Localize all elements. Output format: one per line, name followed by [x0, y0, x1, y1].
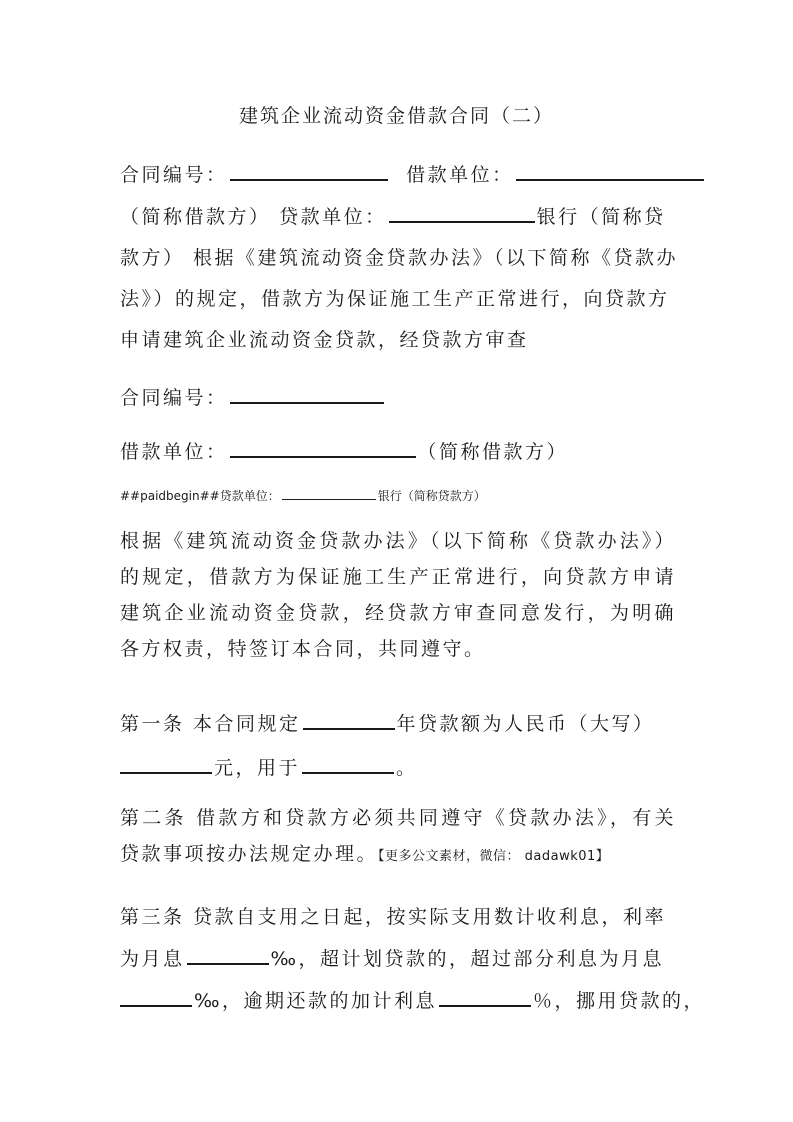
article-3-text-d: ％，挪用贷款的， [533, 990, 706, 1012]
document-title: 建筑企业流动资金借款合同（二） [238, 105, 554, 127]
borrower-abbr: （简称借款方） [120, 206, 271, 228]
article-2 [120, 800, 676, 875]
header-line-3: 款方） 根据《建筑流动资金贷款办法》（以下简称《贷款办 [120, 247, 679, 269]
article-1-purpose-blank[interactable] [302, 754, 394, 774]
article-1-line-2 [120, 753, 418, 780]
paid-line-blank[interactable] [282, 489, 376, 500]
borrower-blank[interactable] [516, 161, 704, 181]
contract-no-field-label: 合同编号： [120, 387, 228, 409]
lender-bank: 银行（简称贷 [536, 206, 666, 228]
contract-no-field-blank[interactable] [230, 384, 384, 404]
borrower-field [120, 437, 568, 464]
article-1-amount-blank[interactable] [120, 754, 212, 774]
paid-line-suffix: 银行（简称贷款方） [377, 489, 486, 503]
lender-label: 贷款单位： [279, 206, 387, 228]
borrower-label: 借款单位： [406, 164, 514, 186]
lender-blank[interactable] [389, 203, 535, 223]
borrower-field-abbr: （简称借款方） [417, 441, 569, 463]
article-1-text-d: 。 [396, 757, 418, 779]
header-line-2 [120, 202, 666, 229]
article-3-line-3 [120, 986, 705, 1013]
article-1-year-blank[interactable] [303, 710, 395, 730]
article-3-overdue-blank[interactable] [439, 987, 531, 1007]
article-1-text-c: 元，用于 [214, 757, 301, 779]
article-2-note: 【更多公文素材，微信： dadawk01】 [378, 849, 610, 864]
article-2-text: 第二条 借款方和贷款方必须共同遵守《贷款办法》，有关贷款事项按办法规定办理。 [120, 807, 676, 865]
intro-paragraph: 根据《建筑流动资金贷款办法》（以下简称《贷款办法》）的规定，借款方为保证施工生产正常进行，向贷款方申请建筑企业流动资金贷款，经贷款方审查同意发行，为明确各方权责，特签订本合同，共同遵守。 [120, 530, 676, 660]
article-1-line-1 [120, 709, 655, 736]
contract-no-blank[interactable] [230, 161, 388, 181]
article-3-text-b: ‰，超计划贷款的，超过部分利息为月息 [270, 948, 665, 970]
borrower-field-label: 借款单位： [120, 441, 228, 463]
article-3-excess-rate-blank[interactable] [120, 987, 192, 1007]
header-line-5: 申请建筑企业流动资金贷款，经贷款方审查 [120, 329, 529, 351]
contract-no-field [120, 383, 386, 410]
borrower-field-blank[interactable] [230, 438, 416, 458]
article-1-text-a: 第一条 本合同规定 [120, 713, 301, 735]
paid-lender-line [120, 487, 486, 504]
header-line-4: 法》）的规定，借款方为保证施工生产正常进行，向贷款方 [120, 288, 670, 310]
article-1-text-b: 年贷款额为人民币（大写） [396, 713, 655, 735]
contract-no-label: 合同编号： [120, 164, 228, 186]
article-3-line-2 [120, 944, 664, 971]
article-3-line-1: 第三条 贷款自支用之日起，按实际支用数计收利息，利率 [120, 906, 667, 928]
article-3-text-a: 为月息 [120, 948, 185, 970]
paid-line-prefix: ##paidbegin##贷款单位： [120, 489, 280, 503]
header-line-1 [120, 160, 706, 187]
article-3-rate-blank[interactable] [187, 945, 269, 965]
article-3-text-c: ‰，逾期还款的加计利息 [194, 990, 437, 1012]
